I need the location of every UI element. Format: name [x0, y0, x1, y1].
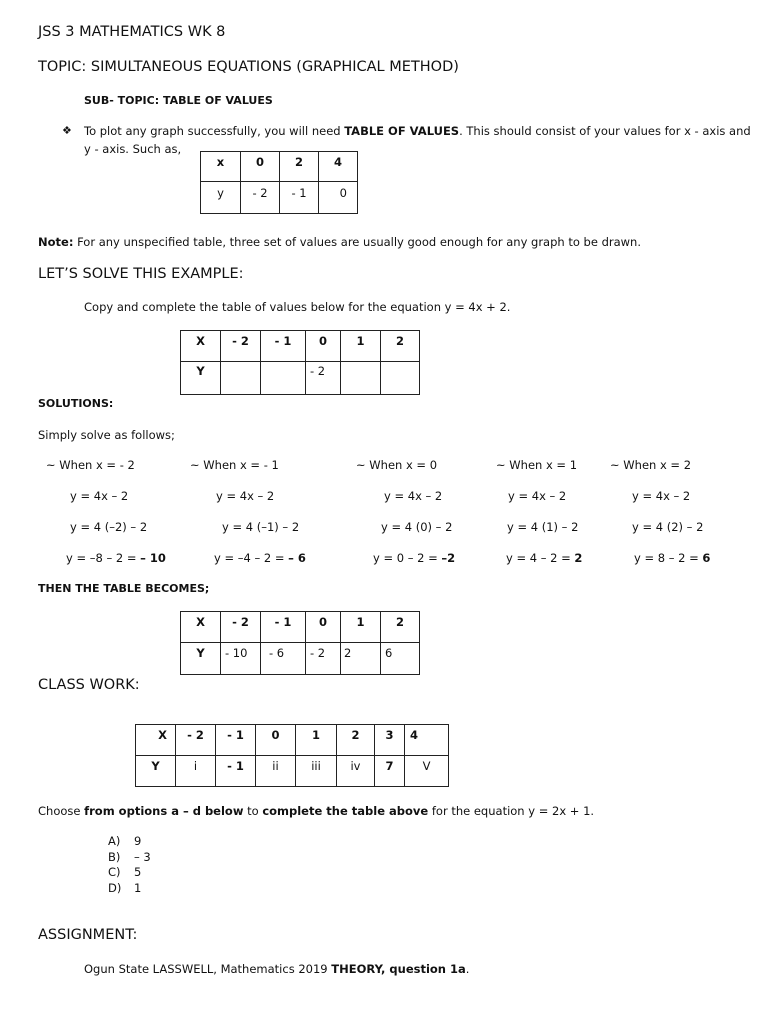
step-line: y = 4 (2) – 2 — [632, 520, 704, 534]
table-cell: - 2 — [241, 182, 280, 214]
step-when: ~ When x = - 1 — [190, 458, 279, 472]
table-cell — [261, 362, 306, 395]
intro-text-end: . This should consist of your values for x - axis and — [459, 124, 751, 138]
step-when: ~ When x = 2 — [610, 458, 692, 472]
option-letter: C) — [108, 865, 121, 879]
table-cell: - 1 — [216, 725, 256, 756]
step-line: y = 4 – 2 = — [506, 551, 575, 565]
topic-heading: TOPIC: SIMULTANEOUS EQUATIONS (GRAPHICAL METHOD) — [38, 59, 459, 75]
option-letter: D) — [108, 880, 122, 895]
step-result — [634, 551, 710, 565]
note-label: Note: — [38, 235, 74, 249]
classwork-table — [135, 724, 449, 787]
step-result — [506, 551, 582, 565]
table-cell: - 2 — [306, 643, 341, 675]
table-cell: 0 — [319, 182, 358, 214]
table-cell: Y — [181, 643, 221, 675]
step-line: y = –4 – 2 = — [214, 551, 289, 565]
choose-text: to — [243, 804, 263, 818]
choose-instruction — [38, 804, 594, 818]
option-c — [108, 865, 151, 881]
choose-text: for the equation y = 2x + 1. — [428, 804, 595, 818]
table-cell: 0 — [241, 152, 280, 182]
table-cell: i — [176, 756, 216, 787]
intro-text: To plot any graph successfully, you will need — [84, 124, 345, 138]
option-value: – 3 — [134, 849, 151, 864]
step-line: y = 4x – 2 — [70, 489, 129, 503]
table-cell: iv — [337, 756, 375, 787]
intro-line-1 — [84, 124, 751, 138]
option-value: 9 — [134, 834, 142, 848]
step-line: y = 4 (0) – 2 — [381, 520, 453, 534]
table-cell: Y — [136, 756, 176, 787]
step-answer: 6 — [702, 551, 711, 565]
choose-text: Choose — [38, 804, 85, 818]
note-text: For any unspecified table, three set of values are usually good enough for any graph to be drawn. — [73, 235, 641, 249]
intro-line-2: y - axis. Such as, — [84, 142, 182, 156]
step-answer: –2 — [441, 551, 456, 565]
table-cell: 2 — [381, 331, 420, 362]
example-text: Copy and complete the table of values below for the equation y = 4x + 2. — [84, 300, 511, 314]
then-label: THEN THE TABLE BECOMES; — [38, 582, 210, 595]
option-value: 5 — [134, 865, 142, 879]
option-value: 1 — [134, 880, 142, 895]
table-cell: X — [136, 725, 176, 756]
table-cell: X — [181, 331, 221, 362]
table-cell: - 2 — [221, 331, 261, 362]
table-cell: 2 — [341, 643, 381, 675]
table-cell: 1 — [341, 612, 381, 643]
assignment-end: . — [465, 962, 470, 976]
table-cell: V — [405, 756, 449, 787]
table-cell: 3 — [375, 725, 405, 756]
step-when: ~ When x = 1 — [496, 458, 578, 472]
option-letter: B) — [108, 849, 121, 864]
solutions-intro: Simply solve as follows; — [38, 428, 175, 442]
table-cell: 0 — [306, 612, 341, 643]
table-cell — [381, 362, 420, 395]
table-cell: - 1 — [261, 331, 306, 362]
option-b — [108, 850, 151, 866]
assignment-heading: ASSIGNMENT: — [38, 927, 138, 943]
table-cell: x — [201, 152, 241, 182]
table-cell: y — [201, 182, 241, 214]
table-cell: 4 — [405, 725, 449, 756]
step-line: y = –8 – 2 = — [66, 551, 141, 565]
option-a — [108, 834, 151, 850]
options-list — [108, 834, 151, 896]
option-letter: A) — [108, 834, 121, 848]
table-cell: ii — [256, 756, 296, 787]
note — [38, 235, 641, 249]
step-line: y = 4 (–2) – 2 — [70, 520, 148, 534]
table-cell: 1 — [341, 331, 381, 362]
table-cell: 2 — [381, 612, 420, 643]
table-cell: iii — [296, 756, 337, 787]
table-cell: 2 — [280, 152, 319, 182]
intro-bold: TABLE OF VALUES — [344, 124, 460, 138]
step-when: ~ When x = 0 — [356, 458, 438, 472]
step-line: y = 4x – 2 — [384, 489, 443, 503]
table-cell: X — [181, 612, 221, 643]
table-cell: - 1 — [261, 612, 306, 643]
table-cell — [221, 362, 261, 395]
completed-table — [180, 611, 420, 675]
solutions-label: SOLUTIONS: — [38, 397, 114, 410]
classwork-heading: CLASS WORK: — [38, 677, 140, 693]
page-title: JSS 3 MATHEMATICS WK 8 — [38, 24, 226, 40]
table-cell: 4 — [319, 152, 358, 182]
step-answer: 2 — [574, 551, 583, 565]
table-cell: 0 — [256, 725, 296, 756]
step-line: y = 0 – 2 = — [373, 551, 442, 565]
assignment-question: THEORY, question 1a — [331, 962, 466, 976]
step-line: y = 4x – 2 — [216, 489, 275, 503]
table-cell: 6 — [381, 643, 420, 675]
choose-bold: complete the table above — [262, 804, 429, 818]
example-heading: LET’S SOLVE THIS EXAMPLE: — [38, 266, 244, 282]
step-line: y = 4x – 2 — [632, 489, 691, 503]
example-table — [180, 330, 420, 395]
table-cell: - 1 — [280, 182, 319, 214]
table-cell: - 10 — [221, 643, 261, 675]
table-cell: 0 — [306, 331, 341, 362]
step-answer: – 10 — [140, 551, 166, 565]
table-cell: 2 — [337, 725, 375, 756]
assignment-source: Ogun State LASSWELL, Mathematics 2019 — [84, 962, 332, 976]
table-cell: 1 — [296, 725, 337, 756]
step-answer: – 6 — [288, 551, 306, 565]
table-of-values-sample — [200, 151, 358, 214]
table-cell: - 2 — [176, 725, 216, 756]
step-line: y = 4 (–1) – 2 — [222, 520, 300, 534]
subtopic-heading: SUB- TOPIC: TABLE OF VALUES — [84, 94, 273, 107]
table-cell: - 6 — [261, 643, 306, 675]
step-line: y = 8 – 2 = — [634, 551, 703, 565]
table-cell — [341, 362, 381, 395]
step-line: y = 4 (1) – 2 — [507, 520, 579, 534]
table-cell: - 2 — [306, 362, 341, 395]
option-d — [108, 881, 151, 897]
table-cell: 7 — [375, 756, 405, 787]
assignment-text — [84, 962, 469, 976]
step-result — [66, 551, 166, 565]
step-result — [373, 551, 455, 565]
choose-bold: from options a – d below — [84, 804, 244, 818]
step-line: y = 4x – 2 — [508, 489, 567, 503]
step-when: ~ When x = - 2 — [46, 458, 135, 472]
table-cell: - 1 — [216, 756, 256, 787]
table-cell: - 2 — [221, 612, 261, 643]
step-result — [214, 551, 306, 565]
table-cell: Y — [181, 362, 221, 395]
bullet-icon: ❖ — [62, 124, 72, 137]
